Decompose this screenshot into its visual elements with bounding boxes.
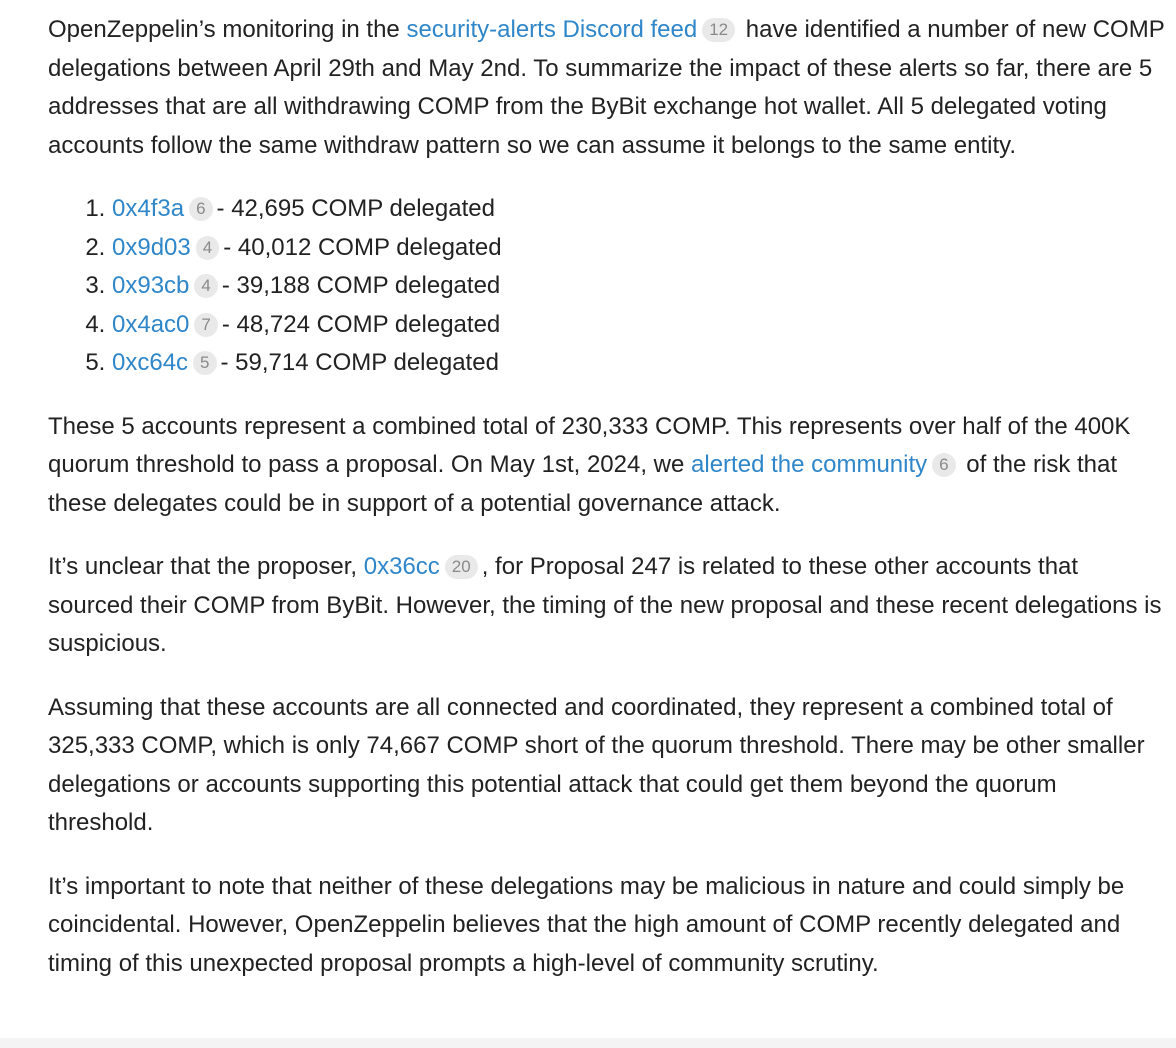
summary-text-after: of the risk that these delegates could be in support of a potential governance attack. (48, 451, 1118, 517)
delegate-amount: - 40,012 COMP delegated (223, 233, 502, 261)
summary-text-before: These 5 accounts represent a combined total of 230,333 COMP. This represents over half of the 400K quorum threshold to pass a proposal. On May 1st, 2024, we (48, 412, 1131, 478)
list-item (112, 306, 1166, 345)
link-click-count-badge: 4 (196, 236, 219, 260)
link-click-count-badge: 20 (445, 555, 478, 579)
coordination-paragraph: Assuming that these accounts are all connected and coordinated, they represent a combined total of 325,333 COMP, which is only 74,667 COMP short of the quorum threshold. There may be other smaller delegations or accounts supporting this potential attack that could get them beyond the quorum threshold. (48, 693, 1145, 836)
intro-text-before: OpenZeppelin’s monitoring in the (48, 16, 407, 43)
proposer-paragraph (48, 548, 1166, 664)
delegate-address-link[interactable]: 0x9d03 (112, 233, 191, 261)
intro-paragraph (48, 11, 1166, 165)
list-item (112, 267, 1166, 306)
summary-paragraph (48, 408, 1166, 524)
delegate-address-link[interactable]: 0x93cb (112, 272, 190, 299)
delegate-address-link[interactable]: 0x4ac0 (112, 310, 190, 338)
proposer-text-before: It’s unclear that the proposer, (48, 553, 364, 580)
intro-text-after: have identified a number of new COMP delegations between April 29th and May 2nd. To summarize the impact of these alerts so far, there are 5 addresses that are all withdrawing COMP from the ByBit exchange hot wallet. All 5 delegated voting accounts follow the same withdraw pattern so we can assume it belongs to the same entity. (48, 16, 1165, 159)
proposer-text-after: , for Proposal 247 is related to these other accounts that sourced their COMP from ByBit. However, the timing of the new proposal and these recent delegations is suspicious. (48, 553, 1162, 657)
list-item (112, 229, 1166, 268)
link-click-count-badge: 12 (702, 18, 735, 42)
list-item (112, 190, 1166, 229)
delegate-amount: - 42,695 COMP delegated (216, 195, 495, 222)
delegate-address-link[interactable]: 0xc64c (112, 349, 189, 376)
link-click-count-badge: 5 (193, 351, 216, 375)
alerted-community-link[interactable]: alerted the community (691, 451, 928, 478)
post-body (48, 11, 1166, 1008)
bottom-divider (0, 1038, 1176, 1048)
delegates-list (48, 190, 1166, 383)
delegate-address-link[interactable]: 0x4f3a (112, 195, 185, 222)
conclusion-paragraph: It’s important to note that neither of these delegations may be malicious in nature and could simply be coincidental. However, OpenZeppelin believes that the high amount of COMP recently delegated and timing of this unexpected proposal prompts a high-level of community scrutiny. (48, 872, 1125, 977)
link-click-count-badge: 6 (189, 197, 212, 221)
link-click-count-badge: 6 (932, 453, 955, 477)
discord-feed-link[interactable]: security-alerts Discord feed (406, 16, 698, 43)
delegate-amount: - 39,188 COMP delegated (221, 272, 501, 299)
link-click-count-badge: 4 (194, 274, 217, 298)
delegate-amount: - 48,724 COMP delegated (221, 310, 501, 338)
list-item (112, 344, 1166, 383)
link-click-count-badge: 7 (194, 313, 217, 337)
proposer-address-link[interactable]: 0x36cc (363, 553, 440, 580)
delegate-amount: - 59,714 COMP delegated (220, 349, 499, 376)
